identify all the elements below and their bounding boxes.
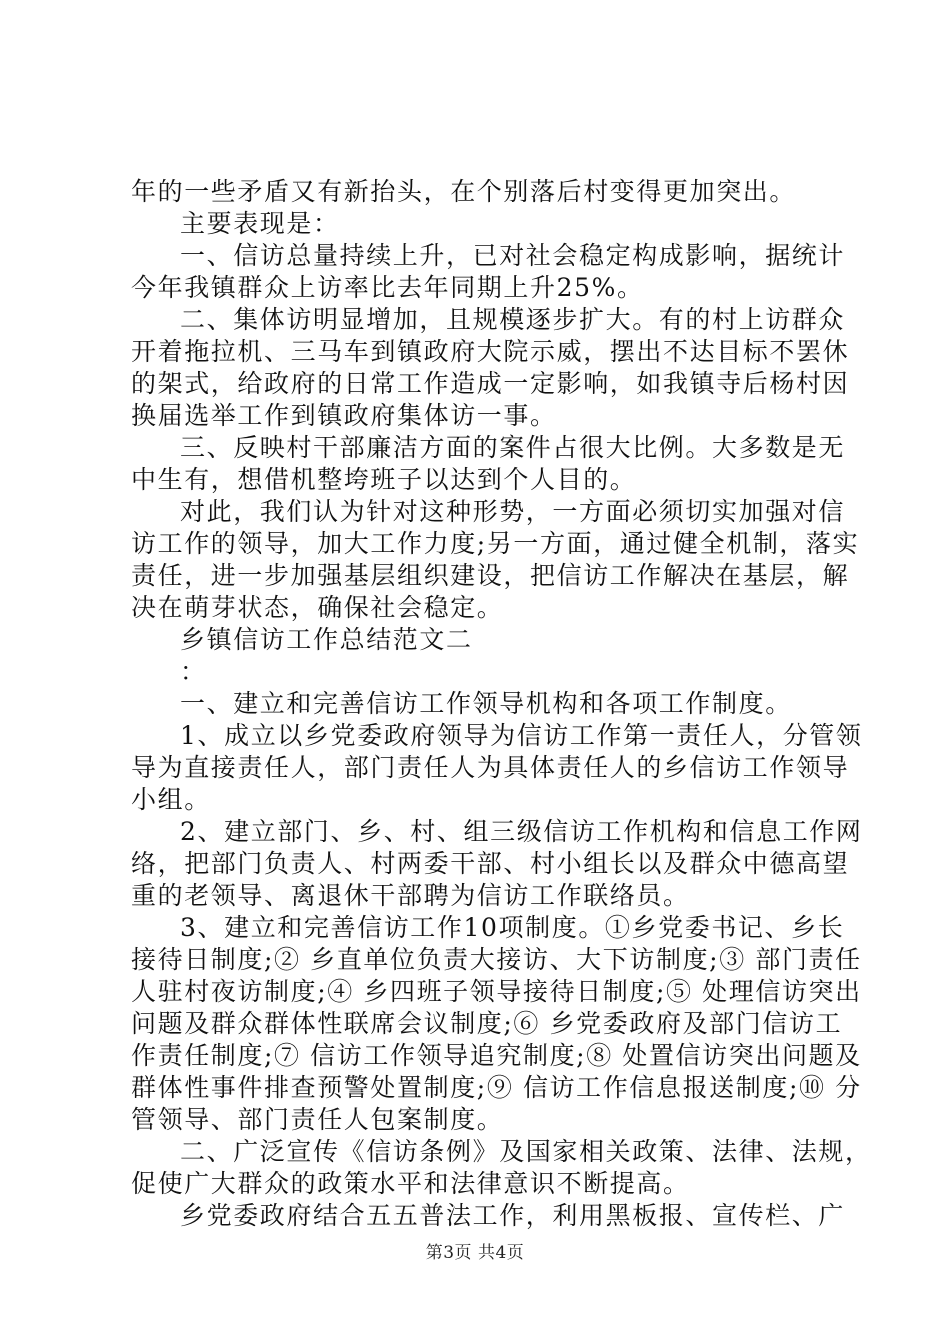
text-line: 促使广大群众的政策水平和法律意识不断提高。: [131, 1169, 690, 1198]
text-line: 换届选举工作到镇政府集体访一事。: [131, 401, 557, 430]
text-line: 中生有，想借机整垮班子以达到个人目的。: [131, 465, 637, 494]
text-line: 乡党委政府结合五五普法工作，利用黑板报、宣传栏、广: [180, 1201, 846, 1230]
text-line: 重的老领导、离退休干部聘为信访工作联络员。: [131, 881, 690, 910]
text-line: 一、信访总量持续上升，已对社会稳定构成影响，据统计: [180, 241, 846, 270]
text-line: 管领导、部门责任人包案制度。: [131, 1105, 504, 1134]
text-line: 作责任制度;⑦ 信访工作领导追究制度;⑧ 处置信访突出问题及: [131, 1041, 862, 1070]
text-line: 3、建立和完善信访工作10项制度。①乡党委书记、乡长: [180, 913, 845, 942]
text-line: 一、建立和完善信访工作领导机构和各项工作制度。: [180, 689, 792, 718]
text-line: 导为直接责任人，部门责任人为具体责任人的乡信访工作领导: [131, 753, 850, 782]
text-line: 对此，我们认为针对这种形势，一方面必须切实加强对信: [180, 497, 846, 526]
text-line: 三、反映村干部廉洁方面的案件占很大比例。大多数是无: [180, 433, 846, 462]
text-line: 1、成立以乡党委政府领导为信访工作第一责任人，分管领: [180, 721, 863, 750]
text-line: 决在萌芽状态，确保社会稳定。: [131, 593, 504, 622]
text-line: 二、集体访明显增加，且规模逐步扩大。有的村上访群众: [180, 305, 846, 334]
text-line: 络，把部门负责人、村两委干部、村小组长以及群众中德高望: [131, 849, 850, 878]
text-line: 今年我镇群众上访率比去年同期上升25%。: [131, 273, 644, 302]
text-line: ：: [180, 657, 207, 686]
text-line: 主要表现是：: [180, 209, 340, 238]
text-line: 小组。: [131, 785, 211, 814]
text-line: 开着拖拉机、三马车到镇政府大院示威，摆出不达目标不罢休: [131, 337, 850, 366]
text-line: 责任，进一步加强基层组织建设，把信访工作解决在基层，解: [131, 561, 850, 590]
text-line: 2、建立部门、乡、村、组三级信访工作机构和信息工作网: [180, 817, 863, 846]
section-heading: 乡镇信访工作总结范文二: [180, 625, 473, 654]
text-line: 接待日制度;② 乡直单位负责大接访、大下访制度;③ 部门责任: [131, 945, 862, 974]
text-line: 二、广泛宣传《信访条例》及国家相关政策、法律、法规，: [180, 1137, 872, 1166]
text-line: 年的一些矛盾又有新抬头，在个别落后村变得更加突出。: [131, 177, 797, 206]
text-line: 问题及群众群体性联席会议制度;⑥ 乡党委政府及部门信访工: [131, 1009, 843, 1038]
page-footer: 第3页 共4页: [425, 1243, 525, 1263]
text-line: 的架式，给政府的日常工作造成一定影响，如我镇寺后杨村因: [131, 369, 850, 398]
text-line: 人驻村夜访制度;④ 乡四班子领导接待日制度;⑤ 处理信访突出: [131, 977, 862, 1006]
text-line: 访工作的领导，加大工作力度;另一方面，通过健全机制，落实: [131, 529, 860, 558]
text-line: 群体性事件排查预警处置制度;⑨ 信访工作信息报送制度;⑩ 分: [131, 1073, 862, 1102]
